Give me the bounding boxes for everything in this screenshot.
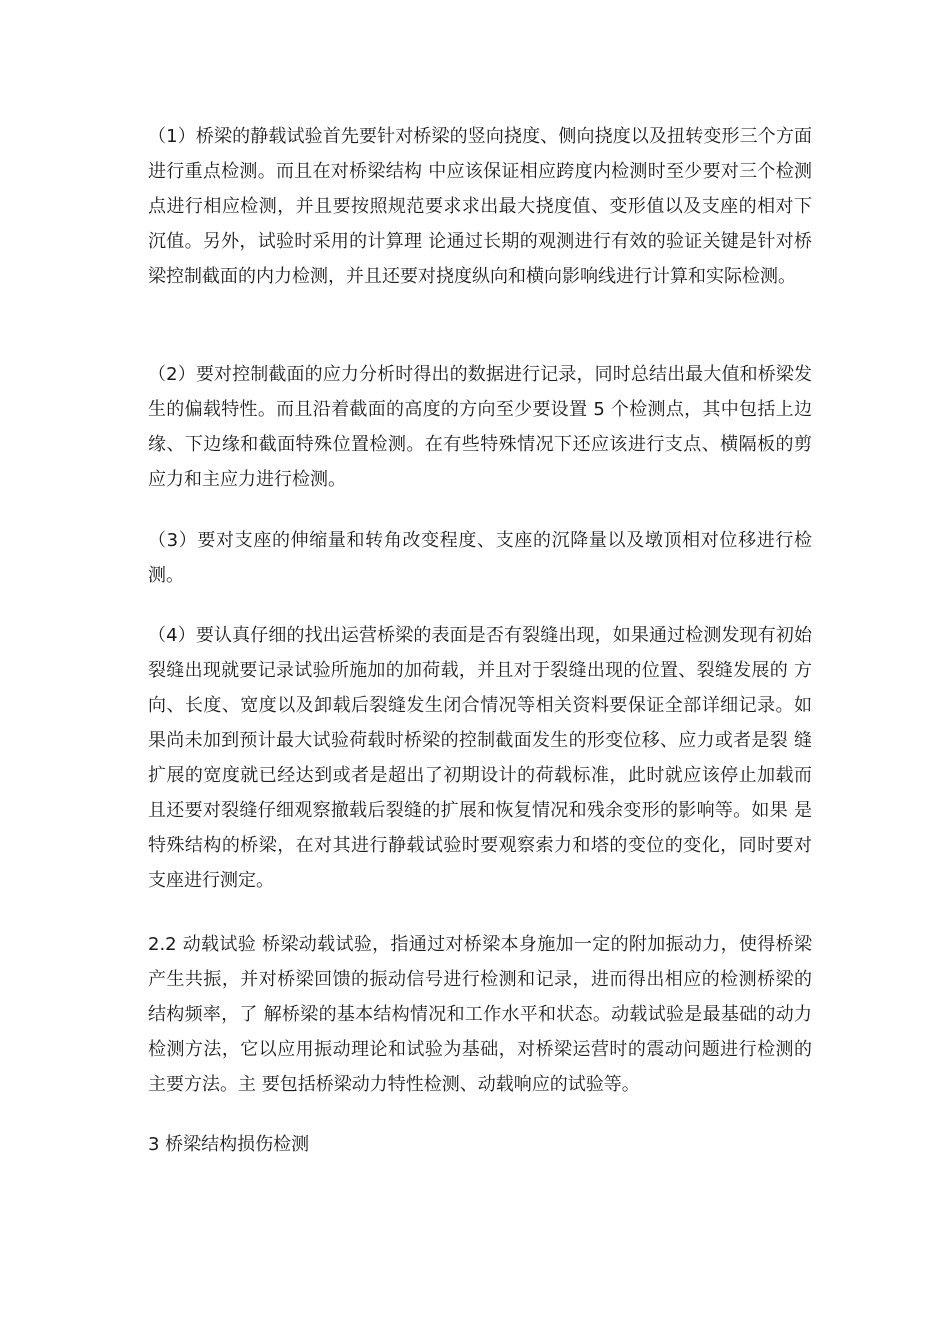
paragraph-support-displacement: （3）要对支座的伸缩量和转角改变程度、支座的沉降量以及墩顶相对位移进行检测。	[148, 530, 812, 586]
paragraph-stress-analysis: （2）要对控制截面的应力分析时得出的数据进行记录，同时总结出最大值和桥梁发生的偏载特性。而且沿着截面的高度的方向至少要设置 5 个检测点，其中包括上边缘、下边缘和截面特殊位置检测。在有些特殊情况下还应该进行支点、横隔板的剪应力和主应力进行检测。	[148, 364, 812, 490]
section-heading: 3 桥梁结构损伤检测	[148, 1134, 310, 1155]
paragraph-static-test-deflection: （1）桥梁的静载试验首先要针对桥梁的竖向挠度、侧向挠度以及扭转变形三个方面进行重点检测。而且在对桥梁结构 中应该保证相应跨度内检测时至少要对三个检测点进行相应检测，并且要按照规范要求求出最大挠度值、变形值以及支座的相对下沉值。另外，试验时采用的计算理 论通过长期的观测进行有效的验证关键是针对桥梁控制截面的内力检测，并且还要对挠度纵向和横向影响线进行计算和实际检测。	[148, 126, 812, 287]
paragraph-dynamic-load-test: 2.2 动载试验 桥梁动载试验，指通过对桥梁本身施加一定的附加振动力，使得桥梁产生共振，并对桥梁回馈的振动信号进行检测和记录，进而得出相应的检测桥梁的结构频率，了 解桥梁的基本结构情况和工作水平和状态。动载试验是最基础的动力检测方法，它以应用振动理论和试验为基础，对桥梁运营时的震动问题进行检测的主要方法。主 要包括桥梁动力特性检测、动载响应的试验等。	[148, 934, 812, 1095]
paragraph-crack-inspection: （4）要认真仔细的找出运营桥梁的表面是否有裂缝出现，如果通过检测发现有初始裂缝出现就要记录试验所施加的加荷载，并且对于裂缝出现的位置、裂缝发展的 方向、长度、宽度以及卸载后裂缝发生闭合情况等相关资料要保证全部详细记录。如果尚未加到预计最大试验荷载时桥梁的控制截面发生的形变位移、应力或者是裂 缝扩展的宽度就已经达到或者是超出了初期设计的荷载标准，此时就应该停止加载而且还要对裂缝仔细观察撤载后裂缝的扩展和恢复情况和残余变形的影响等。如果 是特殊结构的桥梁，在对其进行静载试验时要观察索力和塔的变位的变化，同时要对支座进行测定。	[148, 625, 812, 891]
